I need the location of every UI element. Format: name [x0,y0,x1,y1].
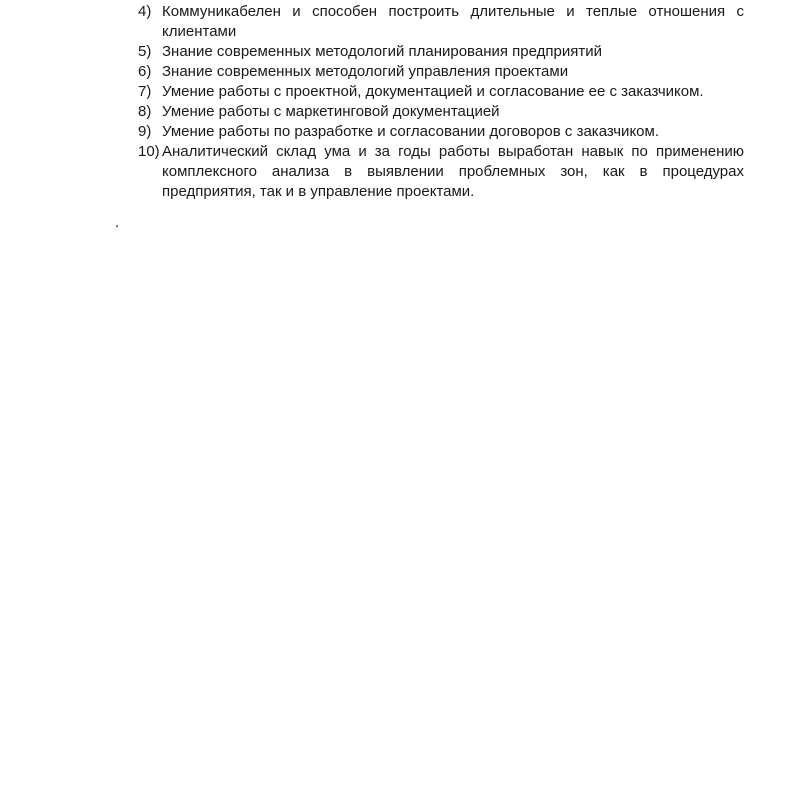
list-item-text: Аналитический склад ума и за годы работы выработан навык по применению комплексного анализа в выявлении проблемных зон, как в процедурах предприятия, так и в управление проектами. [162,143,744,200]
list-item-number: 4) [138,3,152,20]
list-item-number: 10) [138,143,160,160]
list-item-text: Знание современных методологий планирования предприятий [162,43,602,60]
list-item-text: Умение работы с проектной, документацией и согласование ее с заказчиком. [162,83,704,100]
list-item [138,42,744,62]
list-item [138,122,744,142]
list-item [138,2,744,42]
list-item-text: Умение работы по разработке и согласовании договоров с заказчиком. [162,123,659,140]
trailing-period-mark: . [115,214,120,231]
list-item-text: Умение работы с маркетинговой документацией [162,103,500,120]
list-item-text: Знание современных методологий управления проектами [162,63,569,80]
list-item-number: 9) [138,123,152,140]
list-item-number: 6) [138,63,152,80]
list-item-number: 8) [138,103,152,120]
list-item [138,62,744,82]
list-item [138,142,744,202]
list-item [138,82,744,102]
list-item [138,102,744,122]
list-item-text: Коммуникабелен и способен построить длительные и теплые отношения с клиентами [162,3,744,40]
list-item-number: 7) [138,83,152,100]
numbered-list [138,2,744,202]
list-item-number: 5) [138,43,152,60]
